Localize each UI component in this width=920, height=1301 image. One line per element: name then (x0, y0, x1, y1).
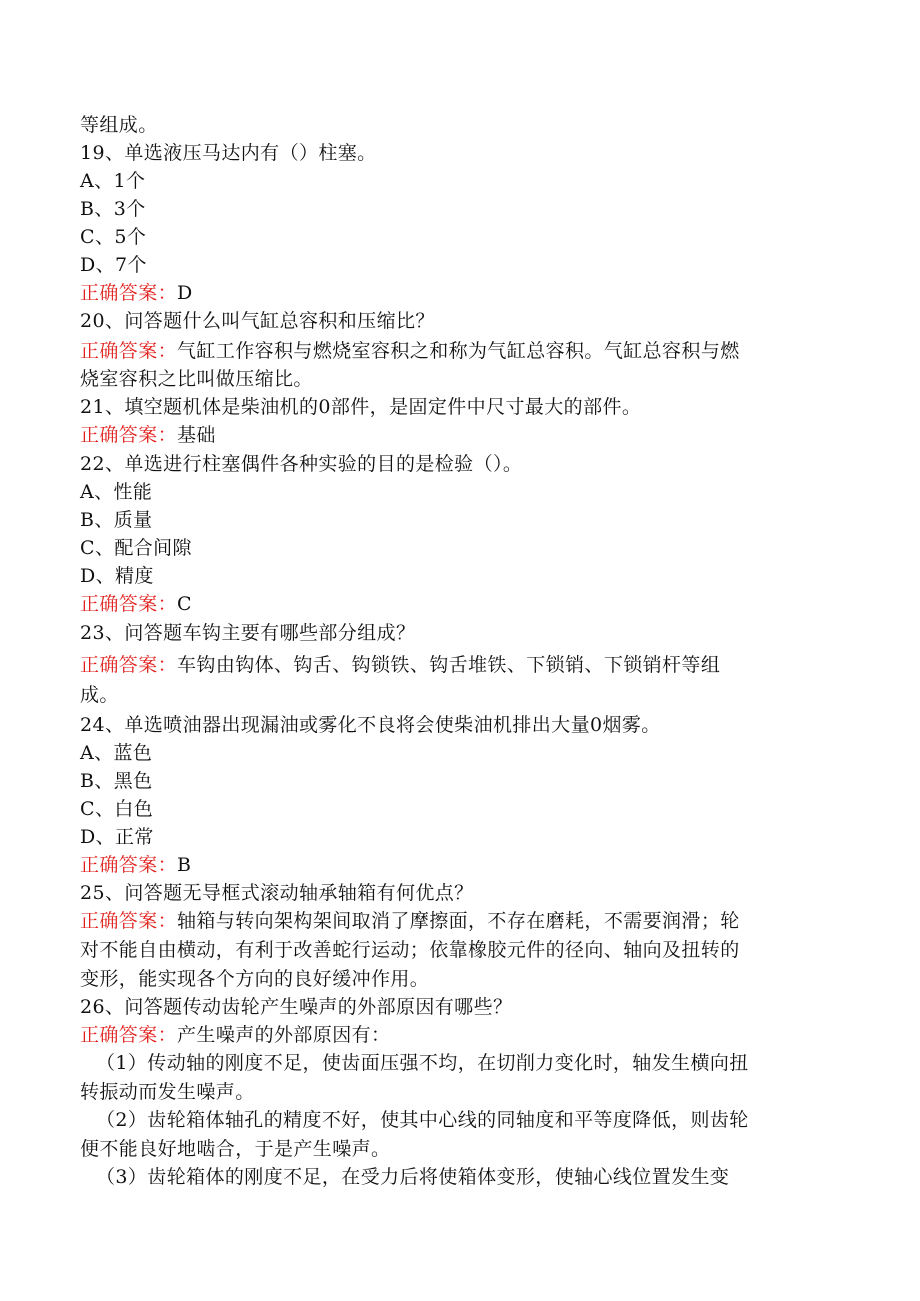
answer-line: 正确答案：基础 (80, 424, 216, 446)
question-20: 20、问答题什么叫气缸总容积和压缩比？ (80, 310, 435, 332)
text-line: 转振动而发生噪声。 (80, 1081, 255, 1103)
option-d: D、正常 (80, 826, 154, 848)
answer-label: 正确答案： (80, 340, 178, 362)
answer-line: 正确答案：轴箱与转向架构架间取消了摩擦面，不存在磨耗，不需要润滑；轮 (80, 910, 740, 932)
text-line: 成。 (80, 684, 119, 706)
question-25: 25、问答题无导框式滚动轴承轴箱有何优点？ (80, 882, 474, 904)
answer-label: 正确答案： (80, 854, 178, 876)
text-line: 等组成。 (80, 114, 158, 136)
text-line: 变形，能实现各个方向的良好缓冲作用。 (80, 968, 430, 990)
option-c: C、白色 (80, 798, 154, 820)
option-b: B、黑色 (80, 770, 153, 792)
option-a: A、性能 (80, 481, 153, 503)
answer-line: 正确答案：C (80, 593, 192, 615)
option-d: D、精度 (80, 565, 154, 587)
text-line: （2）齿轮箱体轴孔的精度不好，使其中心线的同轴度和平等度降低，则齿轮 (96, 1109, 749, 1131)
answer-label: 正确答案： (80, 593, 178, 615)
answer-label: 正确答案： (80, 282, 178, 304)
answer-label: 正确答案： (80, 654, 178, 676)
question-21: 21、填空题机体是柴油机的0部件，是固定件中尺寸最大的部件。 (80, 396, 642, 418)
question-26: 26、问答题传动齿轮产生噪声的外部原因有哪些？ (80, 996, 513, 1018)
option-c: C、配合间隙 (80, 537, 192, 559)
option-b: B、质量 (80, 509, 153, 531)
text-line: （1）传动轴的刚度不足，使齿面压强不均，在切削力变化时，轴发生横向扭 (96, 1052, 749, 1074)
answer-line: 正确答案：车钩由钩体、钩舌、钩锁铁、钩舌堆铁、下锁销、下锁销杆等组 (80, 654, 721, 676)
answer-label: 正确答案： (80, 424, 178, 446)
option-c: C、5个 (80, 226, 147, 248)
answer-line: 正确答案：B (80, 854, 192, 876)
answer-label: 正确答案： (80, 1024, 178, 1046)
question-19: 19、单选液压马达内有（）柱塞。 (80, 142, 377, 164)
answer-line: 正确答案：D (80, 282, 193, 304)
option-b: B、3个 (80, 198, 146, 220)
answer-line: 正确答案：产生噪声的外部原因有： (80, 1024, 391, 1046)
question-22: 22、单选进行柱塞偶件各种实验的目的是检验（）。 (80, 453, 523, 475)
question-24: 24、单选喷油器出现漏油或雾化不良将会使柴油机排出大量0烟雾。 (80, 714, 661, 736)
text-line: 对不能自由横动，有利于改善蛇行运动；依靠橡胶元件的径向、轴向及扭转的 (80, 939, 740, 961)
text-line: （3）齿轮箱体的刚度不足，在受力后将使箱体变形，使轴心线位置发生变 (96, 1166, 730, 1188)
option-a: A、蓝色 (80, 742, 153, 764)
text-line: 便不能良好地啮合，于是产生噪声。 (80, 1138, 391, 1160)
option-a: A、1个 (80, 170, 146, 192)
text-line: 烧室容积之比叫做压缩比。 (80, 368, 313, 390)
option-d: D、7个 (80, 254, 147, 276)
answer-label: 正确答案： (80, 910, 178, 932)
question-23: 23、问答题车钩主要有哪些部分组成？ (80, 622, 416, 644)
answer-line: 正确答案：气缸工作容积与燃烧室容积之和称为气缸总容积。气缸总容积与燃 (80, 340, 740, 362)
